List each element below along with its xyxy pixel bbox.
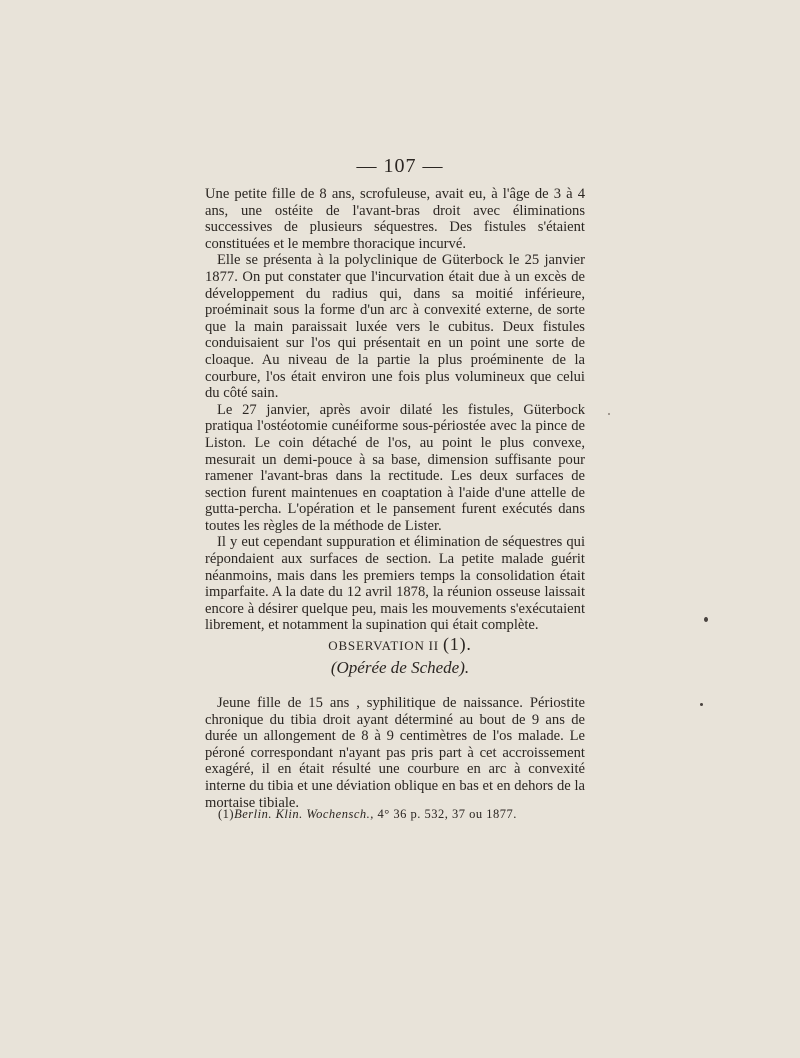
paragraph: Une petite fille de 8 ans, scrofuleuse, avait eu, à l'âge de 3 à 4 ans, une ostéite de l'avant-bras droit avec éliminations successives de plusieurs séquestres. Des fistules s'étaient constituées et le membre thoracique incurvé. <box>205 186 585 252</box>
observation-heading <box>0 634 800 655</box>
footnote-source: Berlin. Klin. Wochensch., <box>234 807 374 821</box>
footnote-marker: (1) <box>218 807 235 821</box>
observation-1-text <box>205 186 585 634</box>
page-number: — 107 — <box>356 155 444 177</box>
paper-speck <box>608 413 610 415</box>
paragraph: Jeune fille de 15 ans , syphilitique de naissance. Périostite chronique du tibia droit ayant déterminé au bout de 9 ans de durée un allongement de 8 à 9 centimètres de l'os malade. Le péroné correspondant n'ayant pas pris part à cet accroissement exagéré, il en était résulté une courbure en arc à convexité interne du tibia et une déviation oblique en bas et en dehors de la mortaise tibiale. <box>205 695 585 811</box>
paragraph: Le 27 janvier, après avoir dilaté les fistules, Güterbock pratiqua l'ostéotomie cunéiforme sous-périostée avec la pince de Liston. Le coin détaché de l'os, au point le plus convexe, mesurait un demi-pouce à sa base, dimension suffisante pour ramener l'avant-bras dans la rectitude. Les deux surfaces de section furent maintenues en coaptation à l'aide d'une attelle de gutta-percha. L'opération et le pansement furent exécutés dans toutes les règles de la méthode de Lister. <box>205 401 585 534</box>
paragraph: Elle se présenta à la polyclinique de Güterbock le 25 janvier 1877. On put constater que l'incurvation était due à un excès de développement du radius qui, dans sa moitié inférieure, proéminait sous la forme d'un arc à convexité externe, de sorte que la main paraissait luxée vers le cubitus. Deux fistules conduisaient sur l'os qui présentait en un point une sorte de cloaque. Au niveau de la partie la plus proéminente de la courbure, l'os était environ une fois plus volumineux que celui du côté sain. <box>205 252 585 402</box>
observation-title: OBSERVATION II <box>328 638 439 653</box>
paper-speck <box>704 617 708 622</box>
paragraph: Il y eut cependant suppuration et élimination de séquestres qui répondaient aux surfaces de section. La petite malade guérit néanmoins, mais dans les premiers temps la consolidation était imparfaite. A la date du 12 avril 1878, la réunion osseuse laissait encore à désirer quelque peu, mais les mouvements s'exécutaient librement, et notamment la supination qui était complète. <box>205 534 585 634</box>
footnote-reference: (1). <box>443 634 472 654</box>
observation-subtitle: (Opérée de Schede). <box>330 658 470 677</box>
paper-speck <box>700 703 703 706</box>
footnote-details: 4° 36 p. 532, 37 ou 1877. <box>373 807 517 821</box>
footnote <box>218 807 517 822</box>
observation-2-text <box>205 695 585 811</box>
